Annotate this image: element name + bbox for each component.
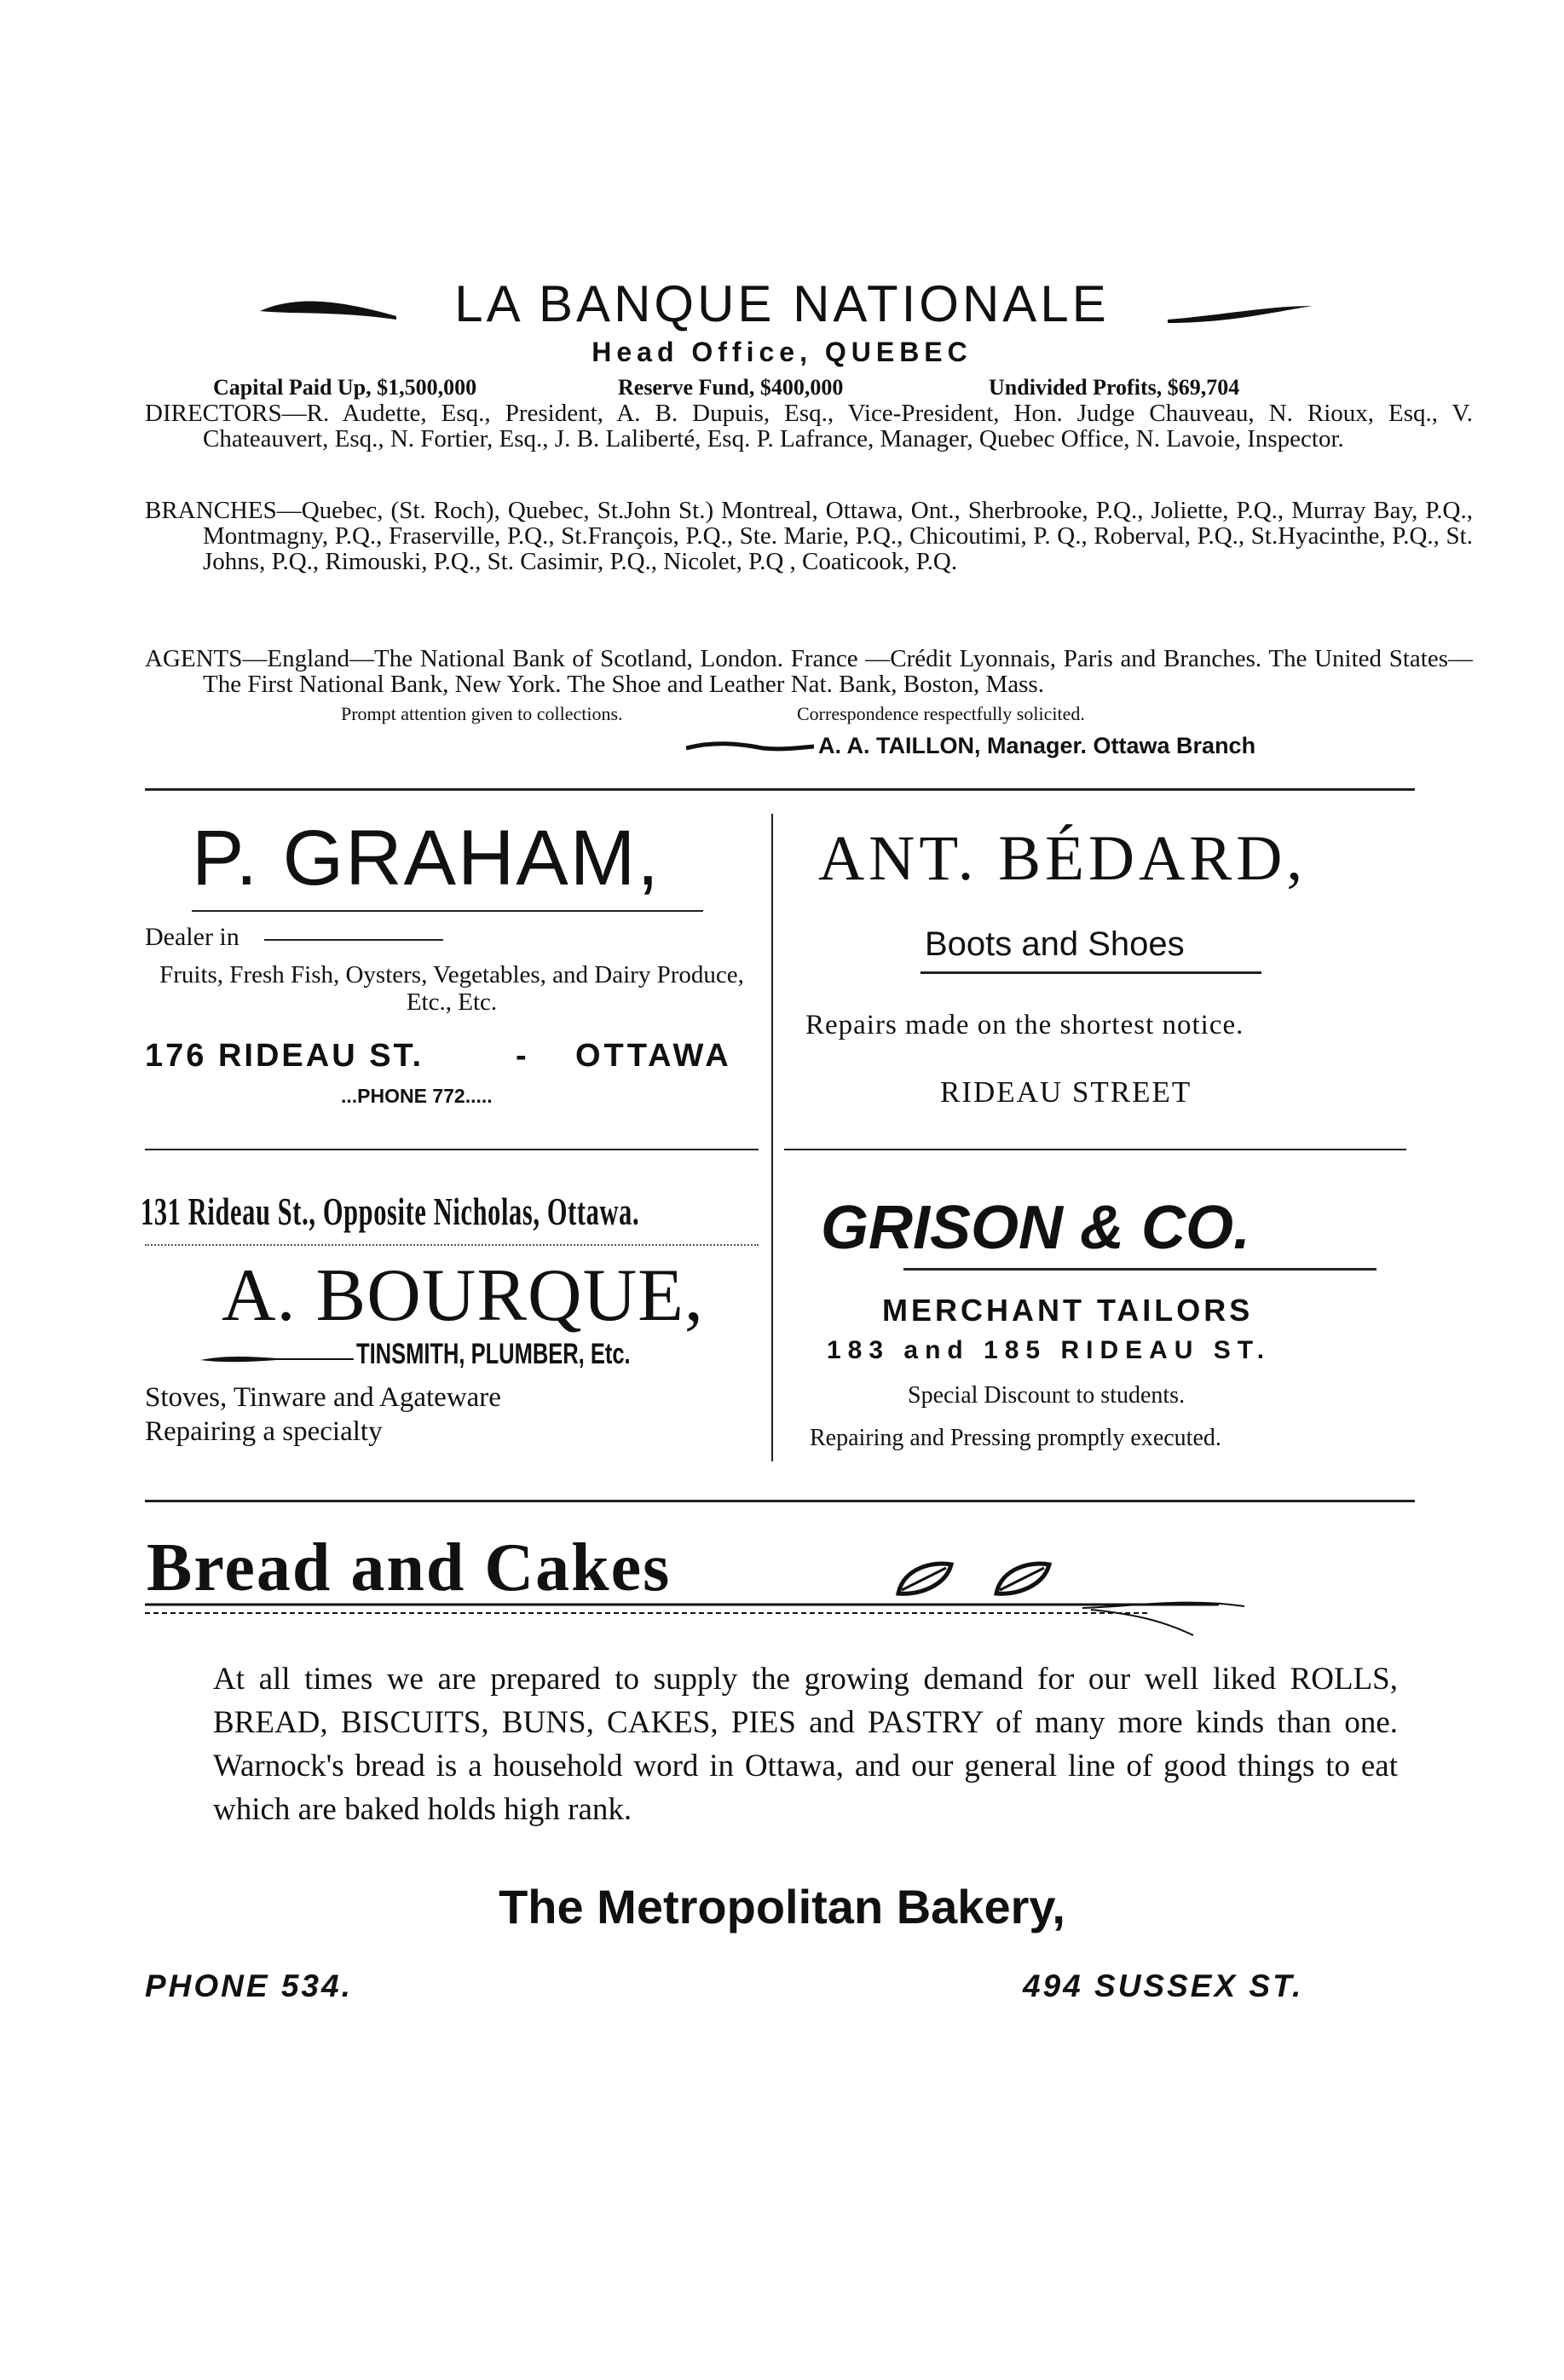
bedard-trade: Boots and Shoes <box>925 925 1185 963</box>
graham-city: OTTAWA <box>575 1038 732 1074</box>
bank-reserve: Reserve Fund, $400,000 <box>618 375 844 400</box>
leaf-ornament-1 <box>895 1559 955 1598</box>
divider-right-mid <box>784 1149 1406 1150</box>
right-pointer-ornament <box>1168 294 1313 328</box>
graham-phone: ...PHONE 772..... <box>341 1085 493 1107</box>
divider-top <box>145 788 1415 791</box>
graham-address: 176 RIDEAU ST. <box>145 1038 424 1074</box>
bakery-body: At all times we are prepared to supply the growing demand for our well liked ROLLS, BREAD, BISCUITS, BUNS, CAKES, PIES and PASTRY of many more kinds than one. Warnock's bread is a household word in Ottawa, and our general line of good things to eat which are baked holds high rank. <box>213 1662 1398 1827</box>
bank-branches: BRANCHES—Quebec, (St. Roch), Quebec, St.John St.) Montreal, Ottawa, Ont., Sherbrooke, P.Q., Joliette, P.Q., Murray Bay, P.Q., Montmagny, P.Q., Fraserville, P.Q., St.François, P.Q., Ste. Marie, P.Q., Chicoutimi, P. Q., Roberval, P.Q., St.Hyacinthe, P.Q., St. Johns, P.Q., Rimouski, P.Q., St. Casimir, P.Q., Nicolet, P.Q , Coaticook, P.Q. <box>145 497 1473 575</box>
bank-correspondence-note: Correspondence respectfully solicited. <box>797 703 1085 724</box>
bakery-flourish <box>145 1598 1253 1640</box>
bedard-name: ANT. BÉDARD, <box>818 823 1307 894</box>
bank-manager: A. A. TAILLON, Manager. Ottawa Branch <box>818 733 1256 758</box>
grison-name: GRISON & CO. <box>821 1194 1251 1262</box>
bank-agents: AGENTS—England—The National Bank of Scotland, London. France —Crédit Lyonnais, Paris and Branches. The United States—The First National Bank, New York. The Shoe and Leather Nat. Bank, Boston, Mass. <box>145 645 1473 698</box>
divider-left-mid <box>145 1149 759 1150</box>
bourque-name: A. BOURQUE, <box>222 1254 704 1337</box>
bank-prompt-note: Prompt attention given to collections. <box>341 703 623 724</box>
graham-dealer: Dealer in <box>145 923 240 951</box>
graham-dash: - <box>516 1038 527 1074</box>
grison-repairing: Repairing and Pressing promptly executed. <box>810 1425 1221 1451</box>
graham-name: P. GRAHAM, <box>192 815 661 902</box>
bakery-name: The Metropolitan Bakery, <box>499 1880 1065 1933</box>
bourque-dotted-line <box>145 1244 759 1246</box>
bourque-address: 131 Rideau St., Opposite Nicholas, Ottawa. <box>141 1190 640 1233</box>
bourque-stoves-text <box>145 1380 501 1449</box>
bank-directors: DIRECTORS—R. Audette, Esq., President, A. B. Dupuis, Esq., Vice-President, Hon. Judge Chauveau, N. Rioux, Esq., V. Chateauvert, Esq., N. Fortier, Esq., J. B. Laliberté, Esq. P. Lafrance, Manager, Quebec Office, N. Lavoie, Inspector. <box>145 400 1473 452</box>
bakery-title: Bread and Cakes <box>147 1530 672 1605</box>
bedard-trade-underline <box>921 971 1261 974</box>
dealer-dash-ornament <box>264 939 443 941</box>
bedard-street: RIDEAU STREET <box>940 1075 1192 1109</box>
graham-goods: Fruits, Fresh Fish, Oysters, Vegetables, and Dairy Produce, Etc., Etc. <box>159 961 744 1016</box>
bakery-address: 494 SUSSEX ST. <box>1023 1968 1304 2003</box>
column-divider <box>771 814 773 1461</box>
grison-underline <box>903 1268 1376 1271</box>
graham-underline <box>192 910 703 912</box>
bourque-pointer-ornament <box>200 1353 354 1365</box>
bedard-repairs: Repairs made on the shortest notice. <box>805 1010 1244 1040</box>
bakery-phone: PHONE 534. <box>145 1968 353 2003</box>
bourque-repairing: Repairing a specialty <box>145 1416 383 1447</box>
leaf-ornament-2 <box>993 1559 1053 1598</box>
grison-discount: Special Discount to students. <box>908 1382 1186 1409</box>
divider-bottom <box>145 1500 1415 1502</box>
bank-head-office: Head Office, QUEBEC <box>592 337 972 367</box>
bourque-stoves: Stoves, Tinware and Agateware <box>145 1382 501 1413</box>
grison-subtitle: MERCHANT TAILORS <box>882 1293 1254 1328</box>
grison-address: 183 and 185 RIDEAU ST. <box>827 1336 1272 1364</box>
bank-profits: Undivided Profits, $69,704 <box>989 375 1240 400</box>
manager-pointer-ornament <box>686 740 814 757</box>
bank-title: LA BANQUE NATIONALE <box>454 275 1110 332</box>
bourque-trade: TINSMITH, PLUMBER, Etc. <box>356 1338 631 1370</box>
bank-capital: Capital Paid Up, $1,500,000 <box>213 375 477 400</box>
